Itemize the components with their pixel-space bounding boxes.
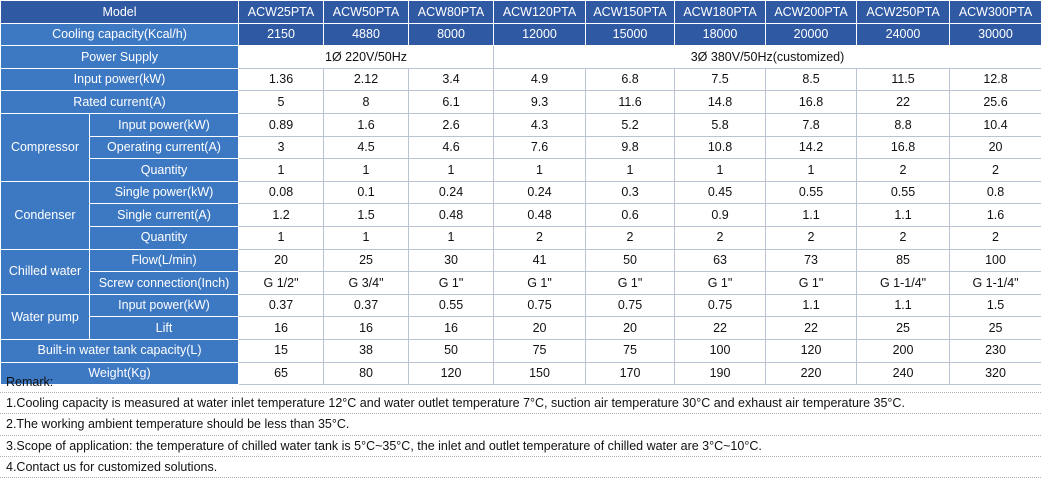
table-cell: 7.8 xyxy=(766,113,857,136)
table-cell: 22 xyxy=(766,317,857,340)
table-cell: 0.08 xyxy=(239,181,324,204)
sub-label: Flow(L/min) xyxy=(90,249,239,272)
sub-label: Single current(A) xyxy=(90,204,239,227)
table-cell: 2 xyxy=(950,159,1041,182)
table-cell: 320 xyxy=(950,362,1041,385)
table-cell: 14.2 xyxy=(766,136,857,159)
table-cell: 20 xyxy=(950,136,1041,159)
table-cell: 200 xyxy=(857,339,950,362)
row-label: Weight(Kg) xyxy=(1,362,239,385)
sub-label: Input power(kW) xyxy=(90,113,239,136)
model-name: ACW180PTA xyxy=(675,1,766,24)
table-cell: 30000 xyxy=(950,23,1041,46)
table-cell: 120 xyxy=(766,339,857,362)
table-cell: G 1-1/4" xyxy=(857,272,950,295)
table-cell: 4880 xyxy=(324,23,409,46)
group-label: Water pump xyxy=(1,294,90,339)
row-label: Power Supply xyxy=(1,46,239,69)
table-cell: 0.24 xyxy=(494,181,586,204)
table-cell: 1.6 xyxy=(324,113,409,136)
table-cell: 1.5 xyxy=(324,204,409,227)
remark-line: 2.The working ambient temperature should be less than 35°C. xyxy=(0,414,1041,435)
row-label: Cooling capacity(Kcal/h) xyxy=(1,23,239,46)
table-cell: 20 xyxy=(494,317,586,340)
table-cell: 4.9 xyxy=(494,68,586,91)
table-cell: G 3/4" xyxy=(324,272,409,295)
table-cell: 0.75 xyxy=(675,294,766,317)
table-cell: 2.6 xyxy=(409,113,494,136)
table-cell: 16.8 xyxy=(766,91,857,114)
table-cell: 0.6 xyxy=(586,204,675,227)
table-cell: 5.2 xyxy=(586,113,675,136)
table-cell: 1 xyxy=(239,159,324,182)
table-cell: 2150 xyxy=(239,23,324,46)
table-cell: 50 xyxy=(586,249,675,272)
table-cell: 1 xyxy=(239,226,324,249)
sub-label: Quantity xyxy=(90,159,239,182)
table-row xyxy=(1,91,1041,114)
table-cell: 38 xyxy=(324,339,409,362)
table-cell: 20 xyxy=(239,249,324,272)
table-row xyxy=(1,226,1041,249)
power-supply-value: 3Ø 380V/50Hz(customized) xyxy=(494,46,1041,69)
table-cell: 25 xyxy=(857,317,950,340)
table-row xyxy=(1,113,1041,136)
table-cell: 0.37 xyxy=(239,294,324,317)
table-row xyxy=(1,204,1041,227)
table-cell: 4.6 xyxy=(409,136,494,159)
table-cell: 85 xyxy=(857,249,950,272)
table-cell: 0.75 xyxy=(494,294,586,317)
table-cell: 100 xyxy=(675,339,766,362)
table-cell: 25 xyxy=(950,317,1041,340)
row-label: Built-in water tank capacity(L) xyxy=(1,339,239,362)
table-cell: 16 xyxy=(239,317,324,340)
table-cell: 5 xyxy=(239,91,324,114)
group-label: Condenser xyxy=(1,181,90,249)
table-cell: 11.6 xyxy=(586,91,675,114)
table-cell: 22 xyxy=(857,91,950,114)
table-cell: 6.1 xyxy=(409,91,494,114)
sub-label: Single power(kW) xyxy=(90,181,239,204)
table-cell: 25 xyxy=(324,249,409,272)
table-cell: 1.36 xyxy=(239,68,324,91)
table-cell: 0.1 xyxy=(324,181,409,204)
table-cell: 2 xyxy=(766,226,857,249)
table-cell: 15000 xyxy=(586,23,675,46)
table-cell: 1.5 xyxy=(950,294,1041,317)
table-cell: 2 xyxy=(675,226,766,249)
table-cell: G 1" xyxy=(409,272,494,295)
table-cell: 16 xyxy=(409,317,494,340)
table-cell: 14.8 xyxy=(675,91,766,114)
table-cell: 4.3 xyxy=(494,113,586,136)
table-cell: 15 xyxy=(239,339,324,362)
table-cell: 20000 xyxy=(766,23,857,46)
table-row xyxy=(1,46,1041,69)
table-cell: 30 xyxy=(409,249,494,272)
table-cell: 190 xyxy=(675,362,766,385)
table-cell: 0.48 xyxy=(494,204,586,227)
table-cell: 73 xyxy=(766,249,857,272)
table-cell: 10.8 xyxy=(675,136,766,159)
model-name: ACW200PTA xyxy=(766,1,857,24)
table-cell: 10.4 xyxy=(950,113,1041,136)
table-cell: G 1" xyxy=(586,272,675,295)
table-row xyxy=(1,339,1041,362)
table-cell: 16.8 xyxy=(857,136,950,159)
table-cell: 120 xyxy=(409,362,494,385)
group-label: Chilled water xyxy=(1,249,90,294)
table-cell: 1 xyxy=(494,159,586,182)
table-cell: 8.8 xyxy=(857,113,950,136)
table-row xyxy=(1,294,1041,317)
table-cell: 1 xyxy=(675,159,766,182)
table-cell: 18000 xyxy=(675,23,766,46)
table-cell: 0.55 xyxy=(409,294,494,317)
table-cell: 0.3 xyxy=(586,181,675,204)
table-cell: 24000 xyxy=(857,23,950,46)
row-label: Input power(kW) xyxy=(1,68,239,91)
table-cell: 1 xyxy=(766,159,857,182)
table-cell: 1 xyxy=(409,159,494,182)
table-cell: 2 xyxy=(950,226,1041,249)
table-cell: 0.89 xyxy=(239,113,324,136)
table-cell: 1.1 xyxy=(766,204,857,227)
table-cell: 1.2 xyxy=(239,204,324,227)
table-cell: 0.24 xyxy=(409,181,494,204)
table-cell: 20 xyxy=(586,317,675,340)
table-cell: 1 xyxy=(324,159,409,182)
table-cell: 4.5 xyxy=(324,136,409,159)
table-cell: 12.8 xyxy=(950,68,1041,91)
table-cell: 12000 xyxy=(494,23,586,46)
table-cell: 1 xyxy=(586,159,675,182)
table-cell: 0.45 xyxy=(675,181,766,204)
table-cell: 0.75 xyxy=(586,294,675,317)
sub-label: Screw connection(Inch) xyxy=(90,272,239,295)
table-cell: 1 xyxy=(409,226,494,249)
header-row xyxy=(1,1,1041,24)
table-cell: 8000 xyxy=(409,23,494,46)
table-cell: 0.55 xyxy=(766,181,857,204)
power-supply-value: 1Ø 220V/50Hz xyxy=(239,46,494,69)
model-name: ACW150PTA xyxy=(586,1,675,24)
table-cell: 5.8 xyxy=(675,113,766,136)
table-cell: 50 xyxy=(409,339,494,362)
table-cell: 63 xyxy=(675,249,766,272)
row-label: Rated current(A) xyxy=(1,91,239,114)
table-cell: 0.55 xyxy=(857,181,950,204)
remark-line: 4.Contact us for customized solutions. xyxy=(0,457,1041,478)
table-cell: 150 xyxy=(494,362,586,385)
model-name: ACW80PTA xyxy=(409,1,494,24)
table-cell: 80 xyxy=(324,362,409,385)
remarks-section xyxy=(0,372,1041,478)
sub-label: Operating current(A) xyxy=(90,136,239,159)
table-cell: G 1" xyxy=(675,272,766,295)
model-name: ACW300PTA xyxy=(950,1,1041,24)
table-cell: 41 xyxy=(494,249,586,272)
table-cell: 7.5 xyxy=(675,68,766,91)
table-cell: 75 xyxy=(494,339,586,362)
table-cell: 0.48 xyxy=(409,204,494,227)
sub-label: Input power(kW) xyxy=(90,294,239,317)
table-cell: 3.4 xyxy=(409,68,494,91)
table-cell: 6.8 xyxy=(586,68,675,91)
table-cell: G 1/2" xyxy=(239,272,324,295)
table-cell: 1.1 xyxy=(857,294,950,317)
table-cell: 22 xyxy=(675,317,766,340)
table-cell: 2.12 xyxy=(324,68,409,91)
table-cell: 170 xyxy=(586,362,675,385)
table-cell: 0.37 xyxy=(324,294,409,317)
remark-line: 3.Scope of application: the temperature of chilled water tank is 5°C~35°C, the inlet and outlet temperature of chilled water are 3°C~10°C. xyxy=(0,436,1041,457)
table-cell: 1 xyxy=(324,226,409,249)
table-cell: 25.6 xyxy=(950,91,1041,114)
table-cell: 11.5 xyxy=(857,68,950,91)
table-cell: 1.1 xyxy=(857,204,950,227)
table-cell: G 1-1/4" xyxy=(950,272,1041,295)
table-row xyxy=(1,23,1041,46)
model-name: ACW120PTA xyxy=(494,1,586,24)
table-cell: 9.8 xyxy=(586,136,675,159)
table-cell: 2 xyxy=(494,226,586,249)
group-label: Compressor xyxy=(1,113,90,181)
table-cell: 1.1 xyxy=(766,294,857,317)
table-cell: 100 xyxy=(950,249,1041,272)
table-row xyxy=(1,136,1041,159)
table-cell: 9.3 xyxy=(494,91,586,114)
remark-heading: Remark: xyxy=(0,372,1041,393)
remark-line: 1.Cooling capacity is measured at water inlet temperature 12°C and water outlet temperature 7°C, suction air temperature 30°C and exhaust air temperature 35°C. xyxy=(0,393,1041,414)
table-row xyxy=(1,317,1041,340)
table-cell: 3 xyxy=(239,136,324,159)
table-cell: 8 xyxy=(324,91,409,114)
table-row xyxy=(1,68,1041,91)
table-row xyxy=(1,159,1041,182)
table-cell: 8.5 xyxy=(766,68,857,91)
sub-label: Lift xyxy=(90,317,239,340)
table-cell: G 1" xyxy=(766,272,857,295)
table-row xyxy=(1,181,1041,204)
header-label: Model xyxy=(1,1,239,24)
table-row xyxy=(1,272,1041,295)
table-cell: 75 xyxy=(586,339,675,362)
table-cell: G 1" xyxy=(494,272,586,295)
table-cell: 7.6 xyxy=(494,136,586,159)
table-cell: 0.8 xyxy=(950,181,1041,204)
table-cell: 220 xyxy=(766,362,857,385)
model-name: ACW50PTA xyxy=(324,1,409,24)
table-cell: 2 xyxy=(586,226,675,249)
table-cell: 230 xyxy=(950,339,1041,362)
table-cell: 2 xyxy=(857,159,950,182)
model-name: ACW250PTA xyxy=(857,1,950,24)
model-name: ACW25PTA xyxy=(239,1,324,24)
table-cell: 1.6 xyxy=(950,204,1041,227)
table-cell: 240 xyxy=(857,362,950,385)
table-cell: 0.9 xyxy=(675,204,766,227)
table-row xyxy=(1,249,1041,272)
table-cell: 65 xyxy=(239,362,324,385)
table-cell: 16 xyxy=(324,317,409,340)
sub-label: Quantity xyxy=(90,226,239,249)
table-cell: 2 xyxy=(857,226,950,249)
